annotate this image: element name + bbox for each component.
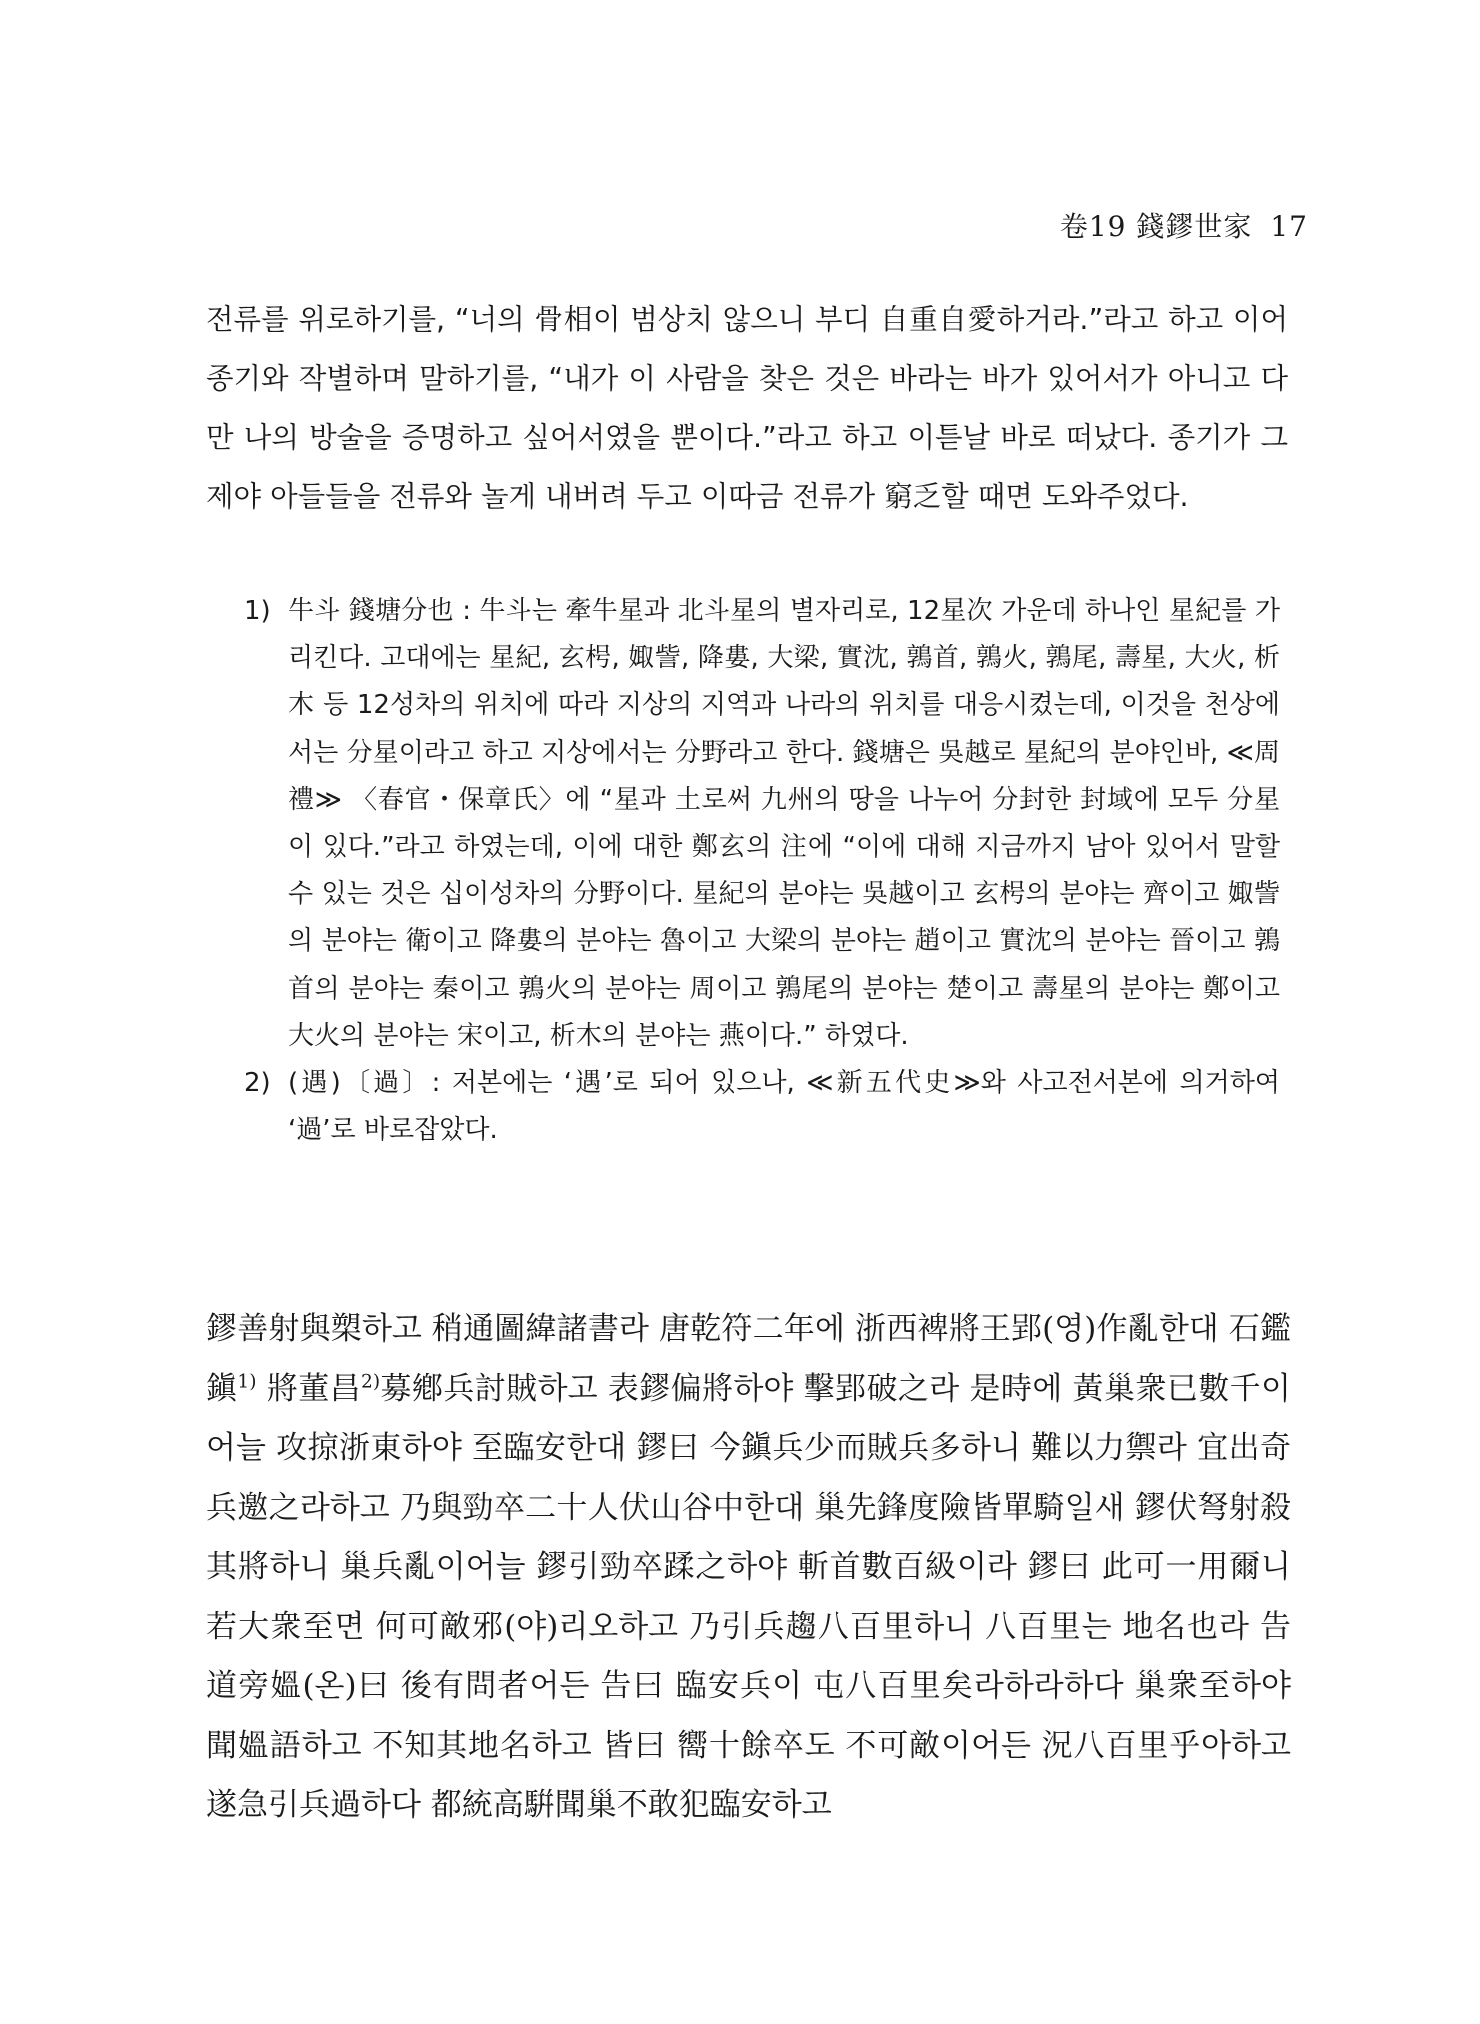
- footnote-text: 牛斗 錢塘分也 : 牛斗는 牽牛星과 北斗星의 별자리로, 12星次 가운데 하나인 星紀를 가리킨다. 고대에는 星紀, 玄枵, 娵訾, 降婁, 大梁, 實沈, 鶉首, 鶉火, 鶉尾, 壽星, 大火, 析木 등 12성차의 위치에 따라 지상의 지역과 나라의 위치를 대응시켰는데, 이것을 천상에서는 分星이라고 하고 지상에서는 分野라고 한다. 錢塘은 吳越로 星紀의 분야인바, ≪周禮≫ 〈春官・保章氏〉에 “星과 土로써 九州의 땅을 나누어 分封한 封域에 모두 分星이 있다.”라고 하였는데, 이에 대한 鄭玄의 注에 “이에 대해 지금까지 남아 있어서 말할 수 있는 것은 십이성차의 分野이다. 星紀의 분야는 吳越이고 玄枵의 분야는 齊이고 娵訾의 분야는 衛이고 降婁의 분야는 魯이고 大梁의 분야는 趙이고 實沈의 분야는 晉이고 鶉首의 분야는 秦이고 鶉火의 분야는 周이고 鶉尾의 분야는 楚이고 壽星의 분야는 鄭이고 大火의 분야는 宋이고, 析木의 분야는 燕이다.” 하였다.: [288, 596, 1280, 1051]
- original-text-segment: 將董昌: [256, 1370, 362, 1407]
- footnote-marker: 2): [244, 1068, 271, 1099]
- korean-translation-paragraph: 전류를 위로하기를, “너의 骨相이 범상치 않으니 부디 自重自愛하거라.”라고 하고 이어 종기와 작별하며 말하기를, “내가 이 사람을 찾은 것은 바라는 바가 있어서가 아니고 다만 나의 방술을 증명하고 싶어서였을 뿐이다.”라고 하고 이튿날 바로 떠났다. 종기가 그제야 아들들을 전류와 놀게 내버려 두고 이따금 전류가 窮乏할 때면 도와주었다.: [206, 303, 1288, 513]
- footnotes: [244, 588, 1280, 1154]
- footnote-ref-1: 1): [237, 1371, 257, 1393]
- footnote-marker: 1): [244, 596, 271, 626]
- footnote-1: [244, 588, 1280, 1060]
- footnote-2: [244, 1060, 1280, 1154]
- original-text-segment: 鏐善射與槊하고 稍通圖緯諸書라 唐乾符二年에 浙西裨將王郢(영)作亂한대 石鑑鎭: [206, 1311, 1291, 1407]
- original-text-segment: 募鄕兵討賊하고 表鏐偏將하야 擊郢破之라 是時에 黃巢衆已數千이어늘 攻掠浙東하야 至臨安한대 鏐曰 今鎭兵少而賊兵多하니 難以力禦라 宜出奇兵邀之라하고 乃與勁卒二十人伏山谷中한대 巢先鋒度險皆單騎일새 鏐伏弩射殺其將하니 巢兵亂이어늘 鏐引勁卒蹂之하야 斬首數百級이라 鏐曰 此可一用爾니 若大衆至면 何可敵邪(야)리오하고 乃引兵趨八百里하니 八百里는 地名也라 告道旁媼(온)曰 後有問者어든 告曰 臨安兵이 屯八百里矣라하라하다 巢衆至하야 聞媼語하고 不知其地名하고 皆曰 嚮十餘卒도 不可敵이어든 況八百里乎아하고 遂急引兵過하다 都統高騈聞巢不敢犯臨安하고: [206, 1370, 1292, 1823]
- chapter-title: 卷19 錢鏐世家: [1059, 210, 1253, 243]
- classical-chinese-paragraph: [206, 1300, 1291, 1836]
- running-header: [1060, 205, 1308, 245]
- footnote-text: (遇)〔過〕: 저본에는 ‘遇’로 되어 있으나, ≪新五代史≫와 사고전서본에 의거하여 ‘過’로 바로잡았다.: [288, 1068, 1280, 1146]
- footnote-ref-2: 2): [361, 1371, 381, 1393]
- page-number: 17: [1270, 210, 1308, 243]
